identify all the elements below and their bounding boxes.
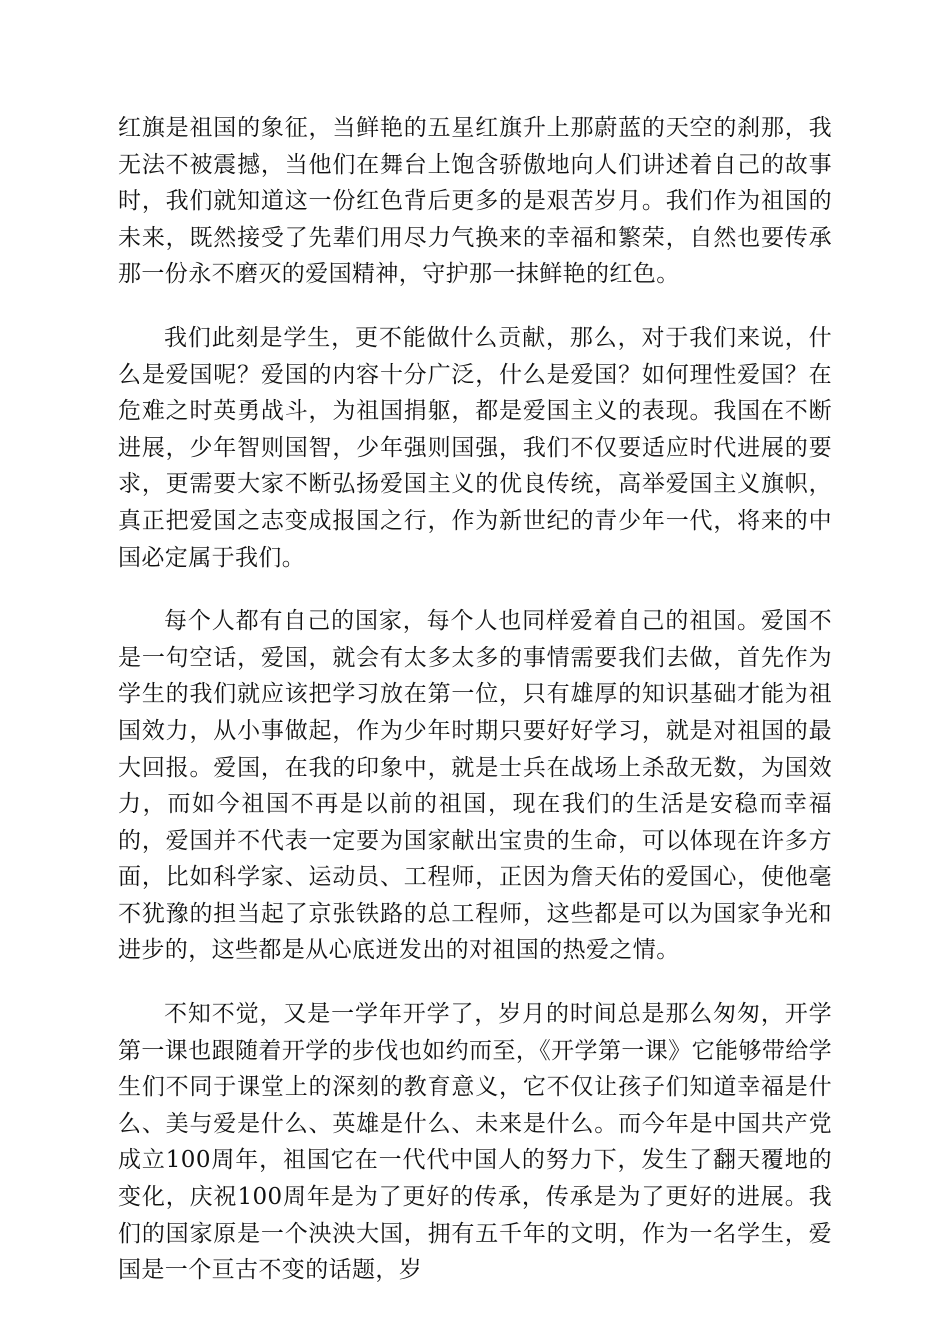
paragraph-3: 每个人都有自己的国家，每个人也同样爱着自己的祖国。爱国不是一句空话，爱国，就会有太多太多的事情需要我们去做，首先作为学生的我们就应该把学习放在第一位，只有雄厚的知识基础才能为祖国效力，从小事做起，作为少年时期只要好好学习，就是对祖国的最大回报。爱国，在我的印象中，就是士兵在战场上杀敌无数，为国效力，而如今祖国不再是以前的祖国，现在我们的生活是安稳而幸福的，爱国并不代表一定要为国家献出宝贵的生命，可以体现在许多方面，比如科学家、运动员、工程师，正因为詹天佑的爱国心，使他毫不犹豫的担当起了京张铁路的总工程师，这些都是可以为国家争光和进步的，这些都是从心底迸发出的对祖国的热爱之情。 bbox=[118, 608, 832, 964]
paragraph-4: 不知不觉，又是一学年开学了，岁月的时间总是那么匆匆，开学第一课也跟随着开学的步伐也如约而至，《开学第一课》它能够带给学生们不同于课堂上的深刻的教育意义，它不仅让孩子们知道幸福是什么、美与爱是什么、英雄是什么、未来是什么。而今年是中国共产党成立100周年，祖国它在一代代中国人的努力下，发生了翻天覆地的变化，庆祝100周年是为了更好的传承，传承是为了更好的进展。我们的国家原是一个泱泱大国，拥有五千年的文明，作为一名学生，爱国是一个亘古不变的话题，岁 bbox=[118, 1001, 832, 1284]
document-body bbox=[118, 110, 832, 1316]
paragraph-1: 红旗是祖国的象征，当鲜艳的五星红旗升上那蔚蓝的天空的刹那，我无法不被震撼，当他们在舞台上饱含骄傲地向人们讲述着自己的故事时，我们就知道这一份红色背后更多的是艰苦岁月。我们作为祖国的未来，既然接受了先辈们用尽力气换来的幸福和繁荣，自然也要传承那一份永不磨灭的爱国精神，守护那一抹鲜艳的红色。 bbox=[118, 115, 832, 288]
paragraph-2: 我们此刻是学生，更不能做什么贡献，那么，对于我们来说，什么是爱国呢？爱国的内容十分广泛，什么是爱国？如何理性爱国？在危难之时英勇战斗，为祖国捐躯，都是爱国主义的表现。我国在不断进展，少年智则国智，少年强则国强，我们不仅要适应时代进展的要求，更需要大家不断弘扬爱国主义的优良传统，高举爱国主义旗帜，真正把爱国之志变成报国之行，作为新世纪的青少年一代，将来的中国必定属于我们。 bbox=[118, 324, 832, 571]
